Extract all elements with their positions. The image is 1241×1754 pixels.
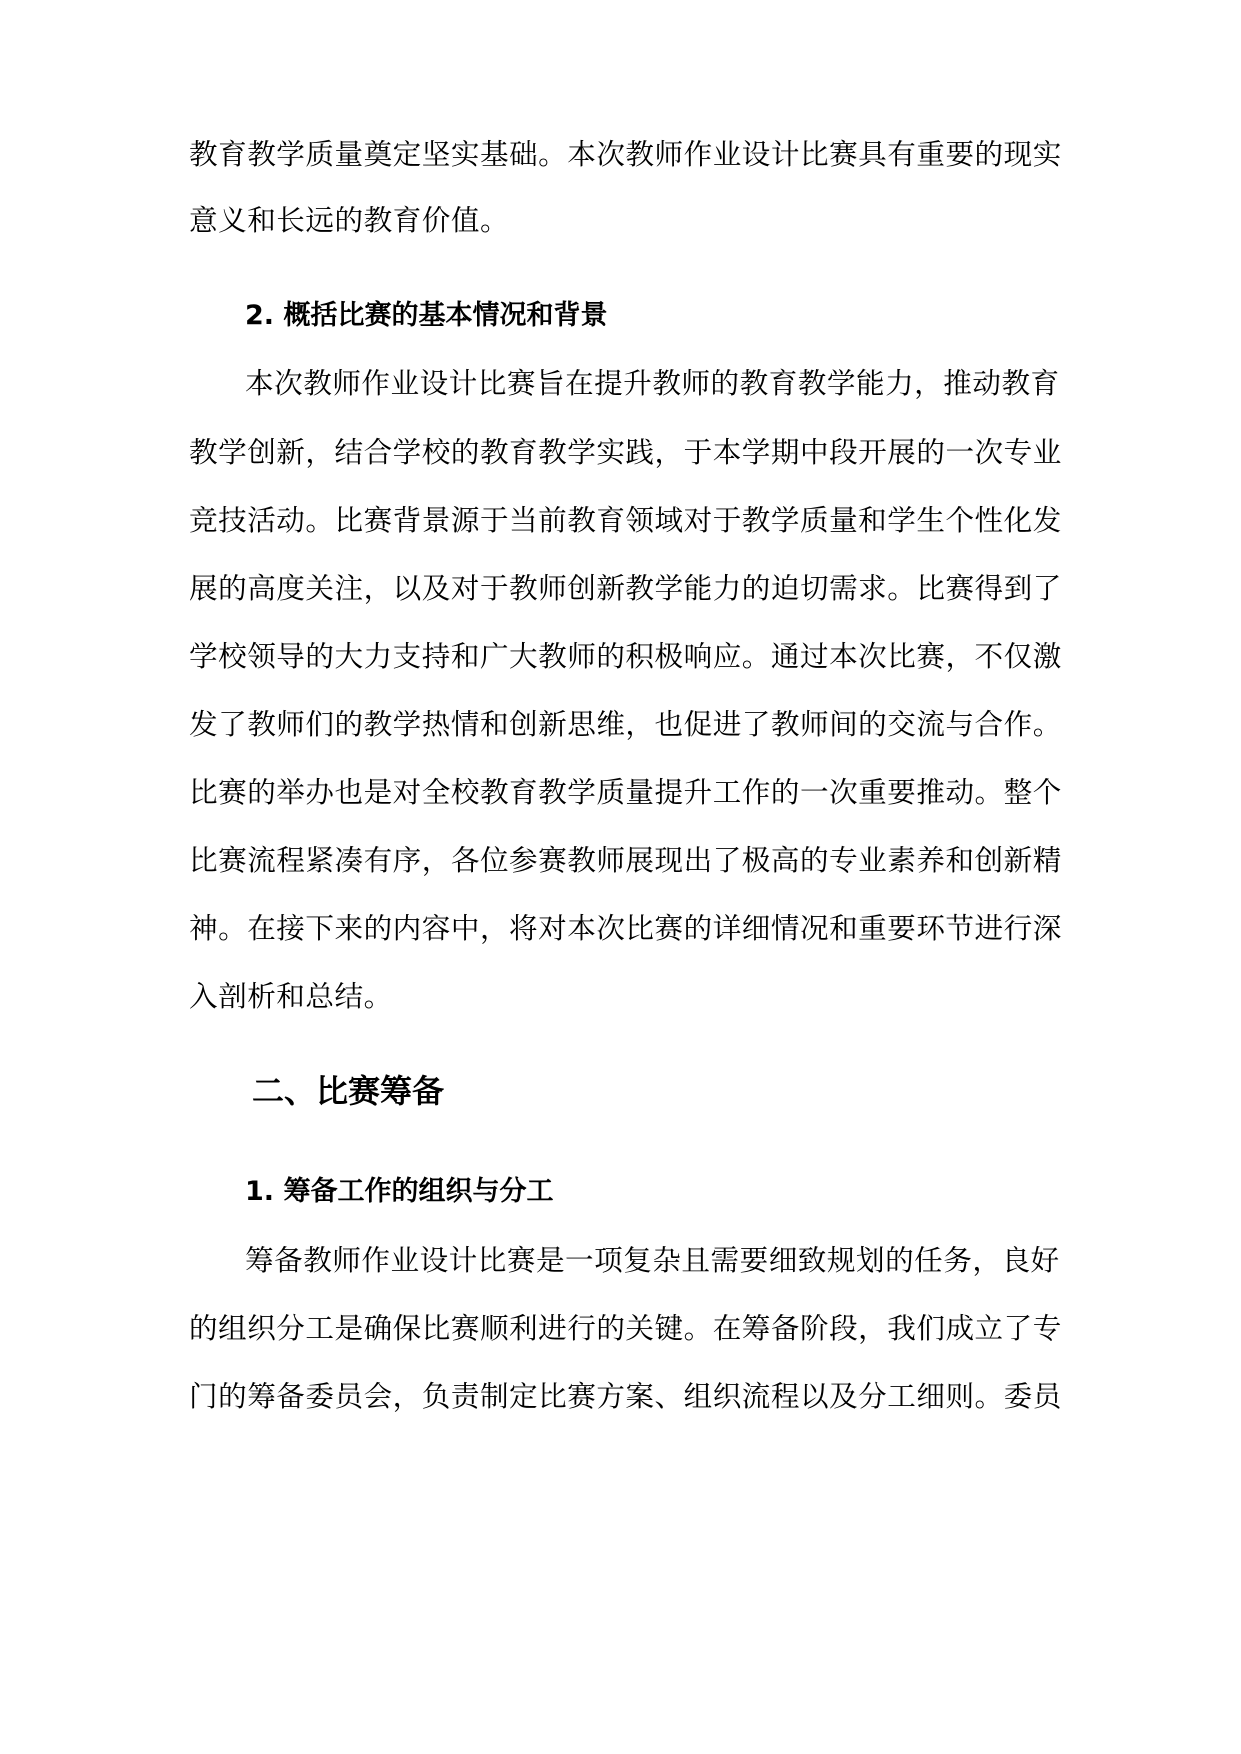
- body-text-line: 神。在接下来的内容中，将对本次比赛的详细情况和重要环节进行深: [189, 911, 1062, 945]
- body-text-line: 意义和长远的教育价值。: [189, 203, 510, 237]
- subsection-heading: 1. 筹备工作的组织与分工: [245, 1176, 554, 1207]
- body-text-line: 比赛的举办也是对全校教育教学质量提升工作的一次重要推动。整个: [189, 775, 1062, 809]
- section-heading: 二、比赛筹备: [252, 1072, 445, 1110]
- body-text-line: 比赛流程紧凑有序，各位参赛教师展现出了极高的专业素养和创新精: [189, 843, 1062, 877]
- body-text-line: 教育教学质量奠定坚实基础。本次教师作业设计比赛具有重要的现实: [189, 137, 1062, 171]
- body-text-line: 门的筹备委员会，负责制定比赛方案、组织流程以及分工细则。委员: [189, 1379, 1062, 1413]
- body-text-line: 竞技活动。比赛背景源于当前教育领域对于教学质量和学生个性化发: [189, 503, 1062, 537]
- body-text-line: 发了教师们的教学热情和创新思维，也促进了教师间的交流与合作。: [189, 707, 1062, 741]
- paragraph-first-line: 本次教师作业设计比赛旨在提升教师的教育教学能力，推动教育: [245, 366, 1060, 400]
- paragraph-first-line: 筹备教师作业设计比赛是一项复杂且需要细致规划的任务，良好: [245, 1243, 1060, 1277]
- body-text-line: 学校领导的大力支持和广大教师的积极响应。通过本次比赛，不仅激: [189, 639, 1062, 673]
- body-text-line: 展的高度关注，以及对于教师创新教学能力的迫切需求。比赛得到了: [189, 571, 1062, 605]
- body-text-line: 的组织分工是确保比赛顺利进行的关键。在筹备阶段，我们成立了专: [189, 1311, 1062, 1345]
- subsection-heading: 2. 概括比赛的基本情况和背景: [245, 300, 608, 331]
- body-text-line: 入剖析和总结。: [189, 979, 393, 1013]
- body-text-line: 教学创新，结合学校的教育教学实践，于本学期中段开展的一次专业: [189, 435, 1062, 469]
